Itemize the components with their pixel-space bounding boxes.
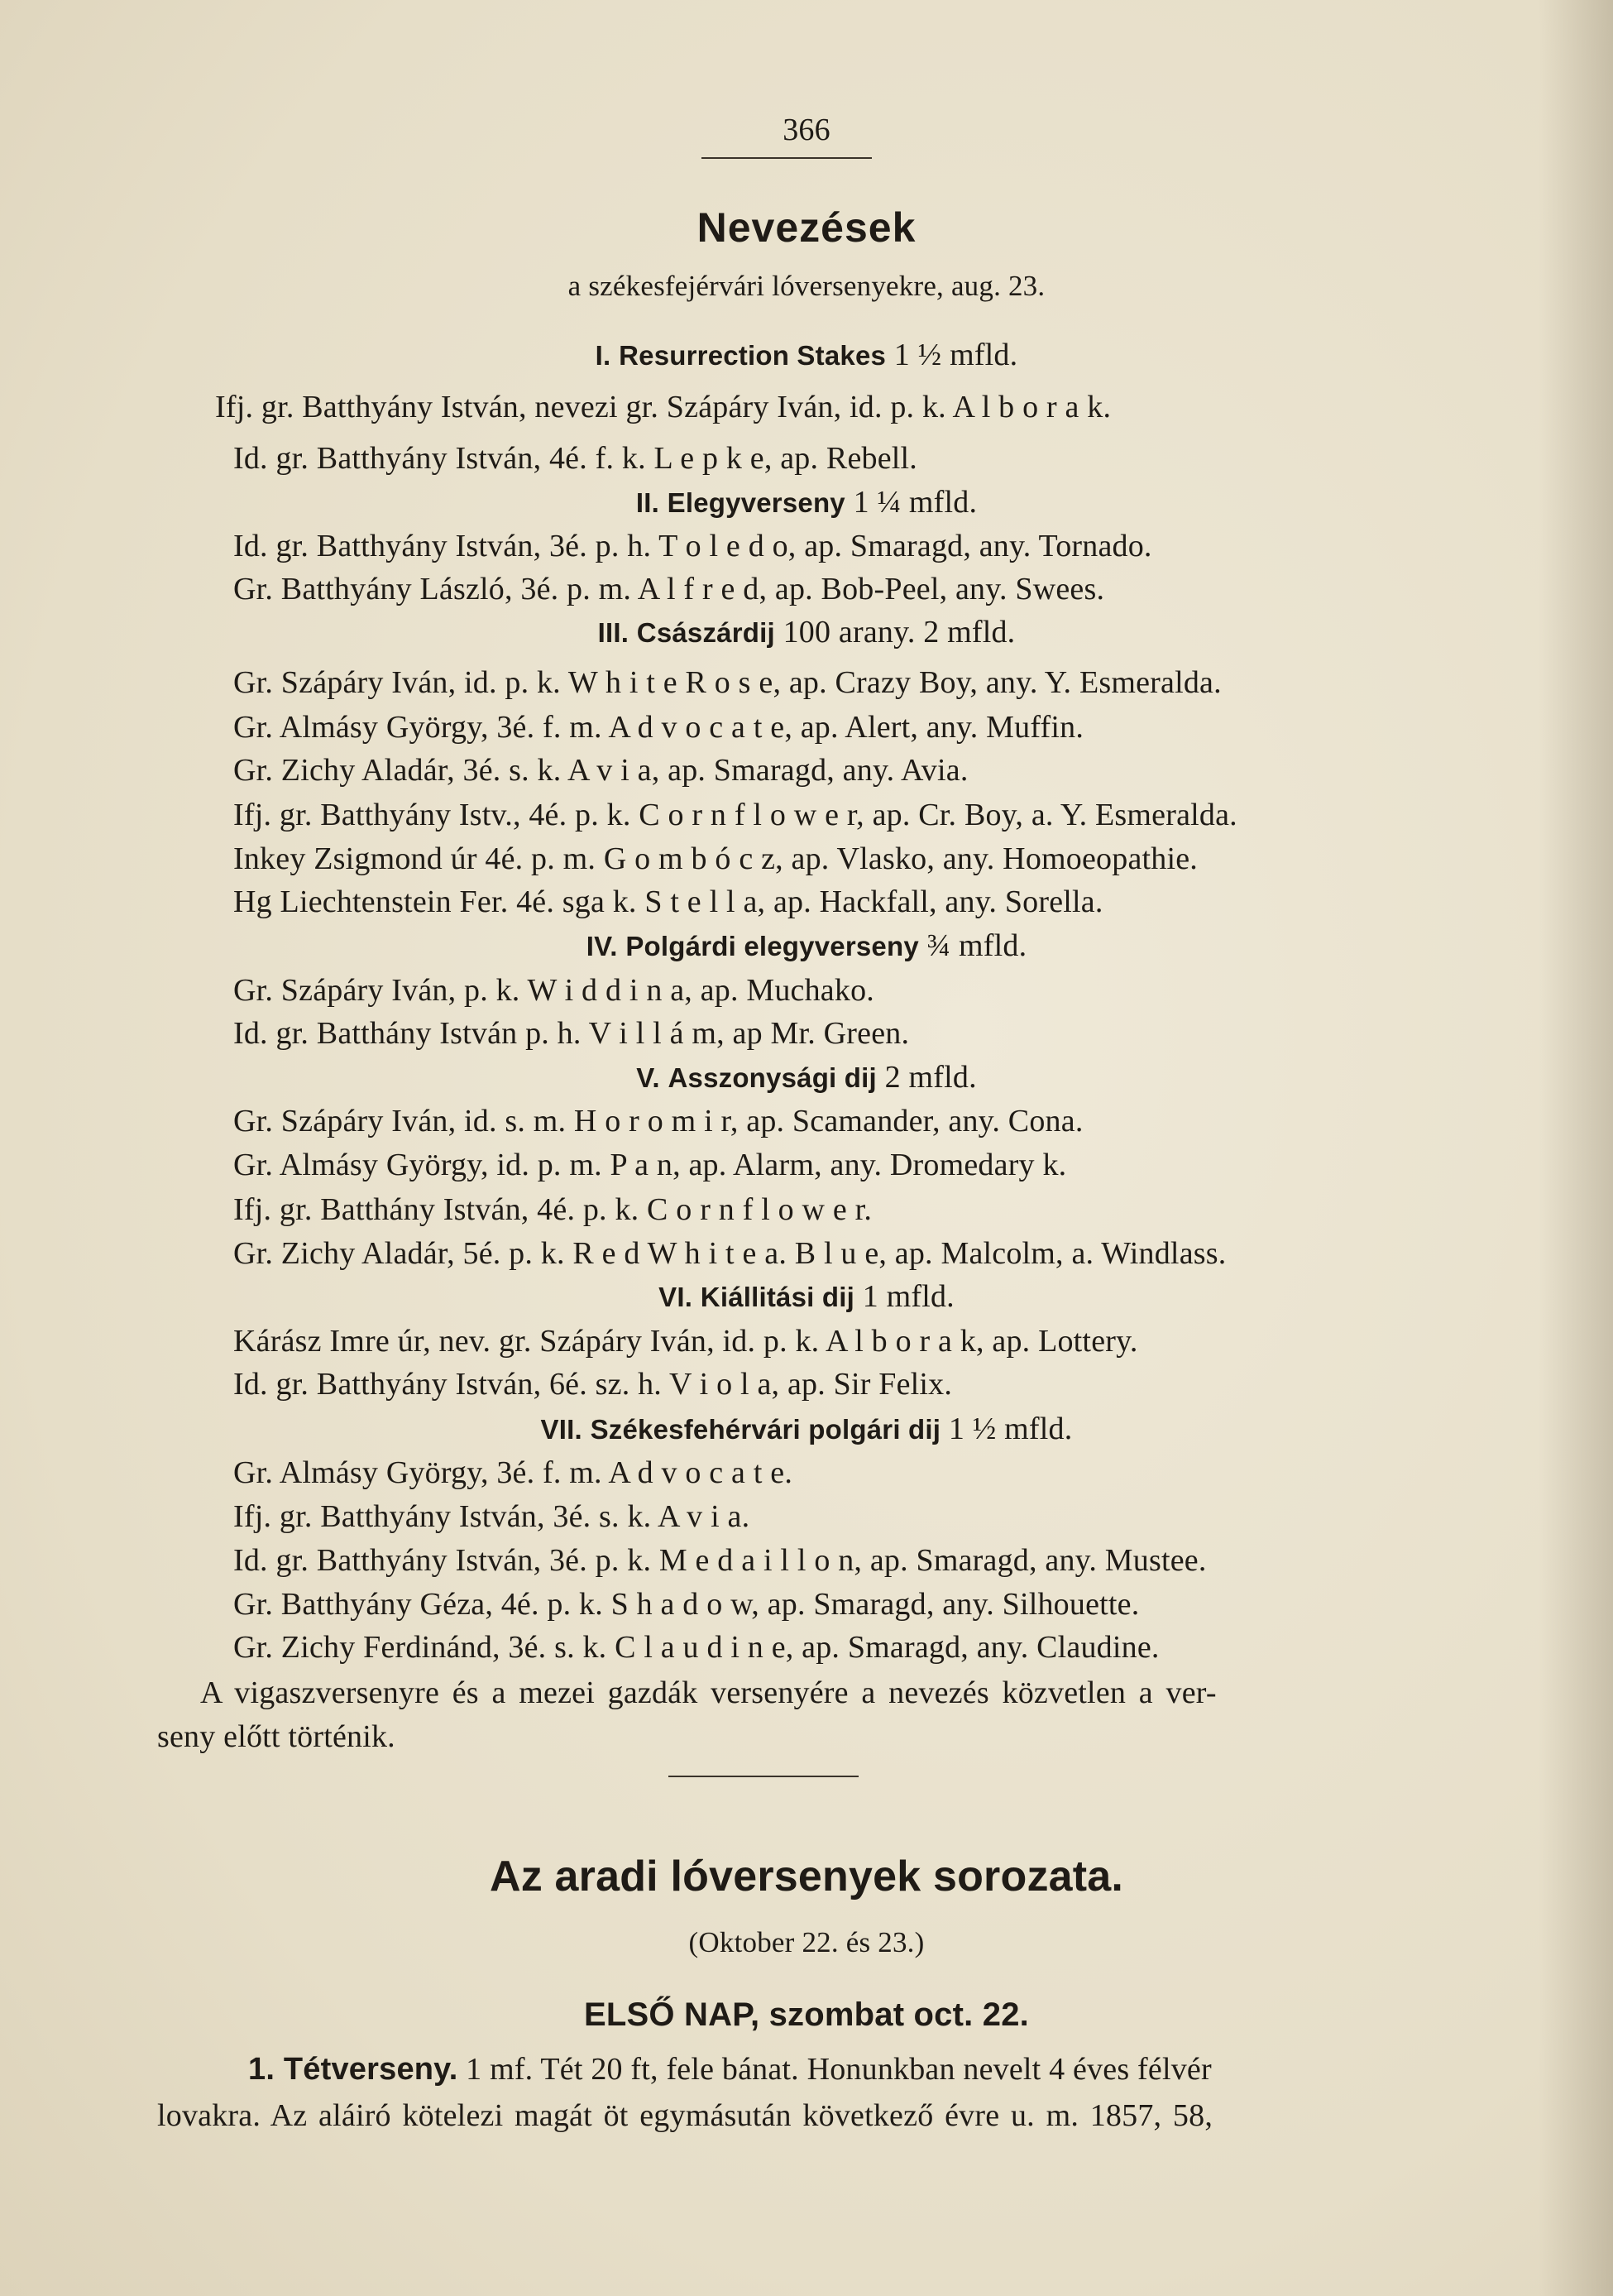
entry-line: Gr. Batthyány László, 3é. p. m. A l f r e d, ap. Bob-Peel, any. Swees. <box>233 572 1105 606</box>
race1-label: 1. Tétverseny. <box>248 2052 458 2087</box>
race-distance: 1 mfld. <box>862 1279 955 1314</box>
race-name: Polgárdi elegyverseny <box>625 931 919 961</box>
entry-line: Id. gr. Batthyány István, 4é. f. k. L e p k e, ap. Rebell. <box>233 441 917 476</box>
race-heading-2 <box>0 487 1613 518</box>
entry-line: Id. gr. Batthyány István, 3é. p. h. T o l e d o, ap. Smaragd, any. Tornado. <box>233 529 1152 563</box>
entry-line: Gr. Szápáry Iván, id. p. k. W h i t e R o s e, ap. Crazy Boy, any. Y. Esmeralda. <box>233 665 1222 700</box>
entry-line: Id. gr. Batthány István p. h. V i l l á m, ap Mr. Green. <box>233 1016 910 1051</box>
race1-line-1 <box>248 2054 1212 2085</box>
entry-line: Gr. Batthyány Géza, 4é. p. k. S h a d o w, ap. Smaragd, any. Silhouette. <box>233 1587 1140 1622</box>
entry-line: Ifj. gr. Batthyány István, 3é. s. k. A v i a. <box>233 1499 750 1534</box>
entry-line: Hg Liechtenstein Fer. 4é. sga k. S t e l l a, ap. Hackfall, any. Sorella. <box>233 884 1103 919</box>
entry-line: Gr. Szápáry Iván, id. s. m. H o r o m i r, ap. Scamander, any. Cona. <box>233 1104 1084 1138</box>
top-rule <box>701 157 872 159</box>
race-name: Császárdij <box>636 617 775 648</box>
race-distance: 1 ½ mfld. <box>948 1412 1073 1446</box>
race-name: Resurrection Stakes <box>619 340 887 371</box>
race-distance: 100 arany. 2 mfld. <box>783 615 1016 649</box>
entry-line: Kárász Imre úr, nev. gr. Szápáry Iván, id. p. k. A l b o r a k, ap. Lottery. <box>233 1324 1138 1359</box>
entry-line: Gr. Almásy György, 3é. f. m. A d v o c a t e. <box>233 1455 793 1490</box>
race-name: Elegyverseny <box>667 487 845 518</box>
entry-line: Gr. Zichy Aladár, 3é. s. k. A v i a, ap. Smaragd, any. Avia. <box>233 753 969 788</box>
entry-line: Ifj. gr. Batthány István, 4é. p. k. C o r n f l o w e r. <box>233 1192 873 1227</box>
race-distance: 1 ¼ mfld. <box>853 485 978 520</box>
race-numeral: IV. <box>586 931 618 961</box>
note-line-1: A vigaszversenyre és a mezei gazdák versenyére a nevezés közvetlen a ver- <box>200 1675 1217 1710</box>
note-line-2: seny előtt történik. <box>157 1719 395 1754</box>
race-numeral: VI. <box>658 1282 693 1312</box>
entry-line: Id. gr. Batthyány István, 3é. p. k. M e d a i l l o n, ap. Smaragd, any. Mustee. <box>233 1543 1207 1578</box>
race-heading-7 <box>0 1413 1613 1445</box>
entry-line: Ifj. gr. Batthyány Istv., 4é. p. k. C o r n f l o w e r, ap. Cr. Boy, a. Y. Esmeralda. <box>233 798 1237 832</box>
page-subtitle: a székesfejérvári lóversenyekre, aug. 23. <box>567 270 1046 302</box>
entry-line: Gr. Almásy György, id. p. m. P a n, ap. Alarm, any. Dromedary k. <box>233 1148 1067 1182</box>
race-distance: ¾ mfld. <box>926 928 1027 963</box>
section-rule <box>668 1776 859 1777</box>
race1-line-2: lovakra. Az aláiró kötelezi magát öt egymásután következő évre u. m. 1857, 58, <box>157 2098 1213 2133</box>
race-numeral: V. <box>636 1062 660 1093</box>
entry-line: Gr. Zichy Aladár, 5é. p. k. R e d W h i t e a. B l u e, ap. Malcolm, a. Windlass. <box>233 1236 1227 1271</box>
entry-line: Gr. Szápáry Iván, p. k. W i d d i n a, ap. Muchako. <box>233 973 874 1008</box>
race-heading-6 <box>0 1281 1613 1312</box>
entry-line: Gr. Almásy György, 3é. f. m. A d v o c a t e, ap. Alert, any. Muffin. <box>233 710 1084 745</box>
race-heading-5 <box>0 1062 1613 1093</box>
entry-line: Inkey Zsigmond úr 4é. p. m. G o m b ó c z, ap. Vlasko, any. Homoeopathie. <box>233 841 1198 876</box>
race-name: Kiállitási dij <box>700 1282 854 1312</box>
section-title: Az aradi lóversenyek sorozata. <box>489 1853 1124 1901</box>
entry-line: Gr. Zichy Ferdinánd, 3é. s. k. C l a u d i n e, ap. Smaragd, any. Claudine. <box>233 1630 1160 1665</box>
entry-line: Id. gr. Batthyány István, 6é. sz. h. V i o l a, ap. Sir Felix. <box>233 1367 953 1402</box>
page-number: 366 <box>783 113 830 147</box>
race-name: Asszonysági dij <box>668 1062 877 1093</box>
race-numeral: I. <box>595 340 611 371</box>
race-name: Székesfehérvári polgári dij <box>590 1414 941 1445</box>
race-heading-3 <box>0 616 1613 648</box>
race1-text: 1 mf. Tét 20 ft, fele bánat. Honunkban nevelt 4 éves félvér <box>466 2052 1212 2087</box>
race-distance: 1 ½ mfld. <box>893 338 1018 372</box>
page-title: Nevezések <box>696 204 917 251</box>
entry-line: Ifj. gr. Batthyány István, nevezi gr. Szápáry Iván, id. p. k. A l b o r a k. <box>215 390 1112 424</box>
race-distance: 2 mfld. <box>884 1060 977 1095</box>
section-dates: (Oktober 22. és 23.) <box>688 1926 925 1958</box>
race-numeral: III. <box>597 617 629 648</box>
race-heading-4 <box>0 930 1613 961</box>
race-numeral: VII. <box>540 1414 582 1445</box>
race-numeral: II. <box>635 487 659 518</box>
race-heading-1 <box>0 339 1613 371</box>
day-heading: ELSŐ NAP, szombat oct. 22. <box>584 1996 1029 2033</box>
